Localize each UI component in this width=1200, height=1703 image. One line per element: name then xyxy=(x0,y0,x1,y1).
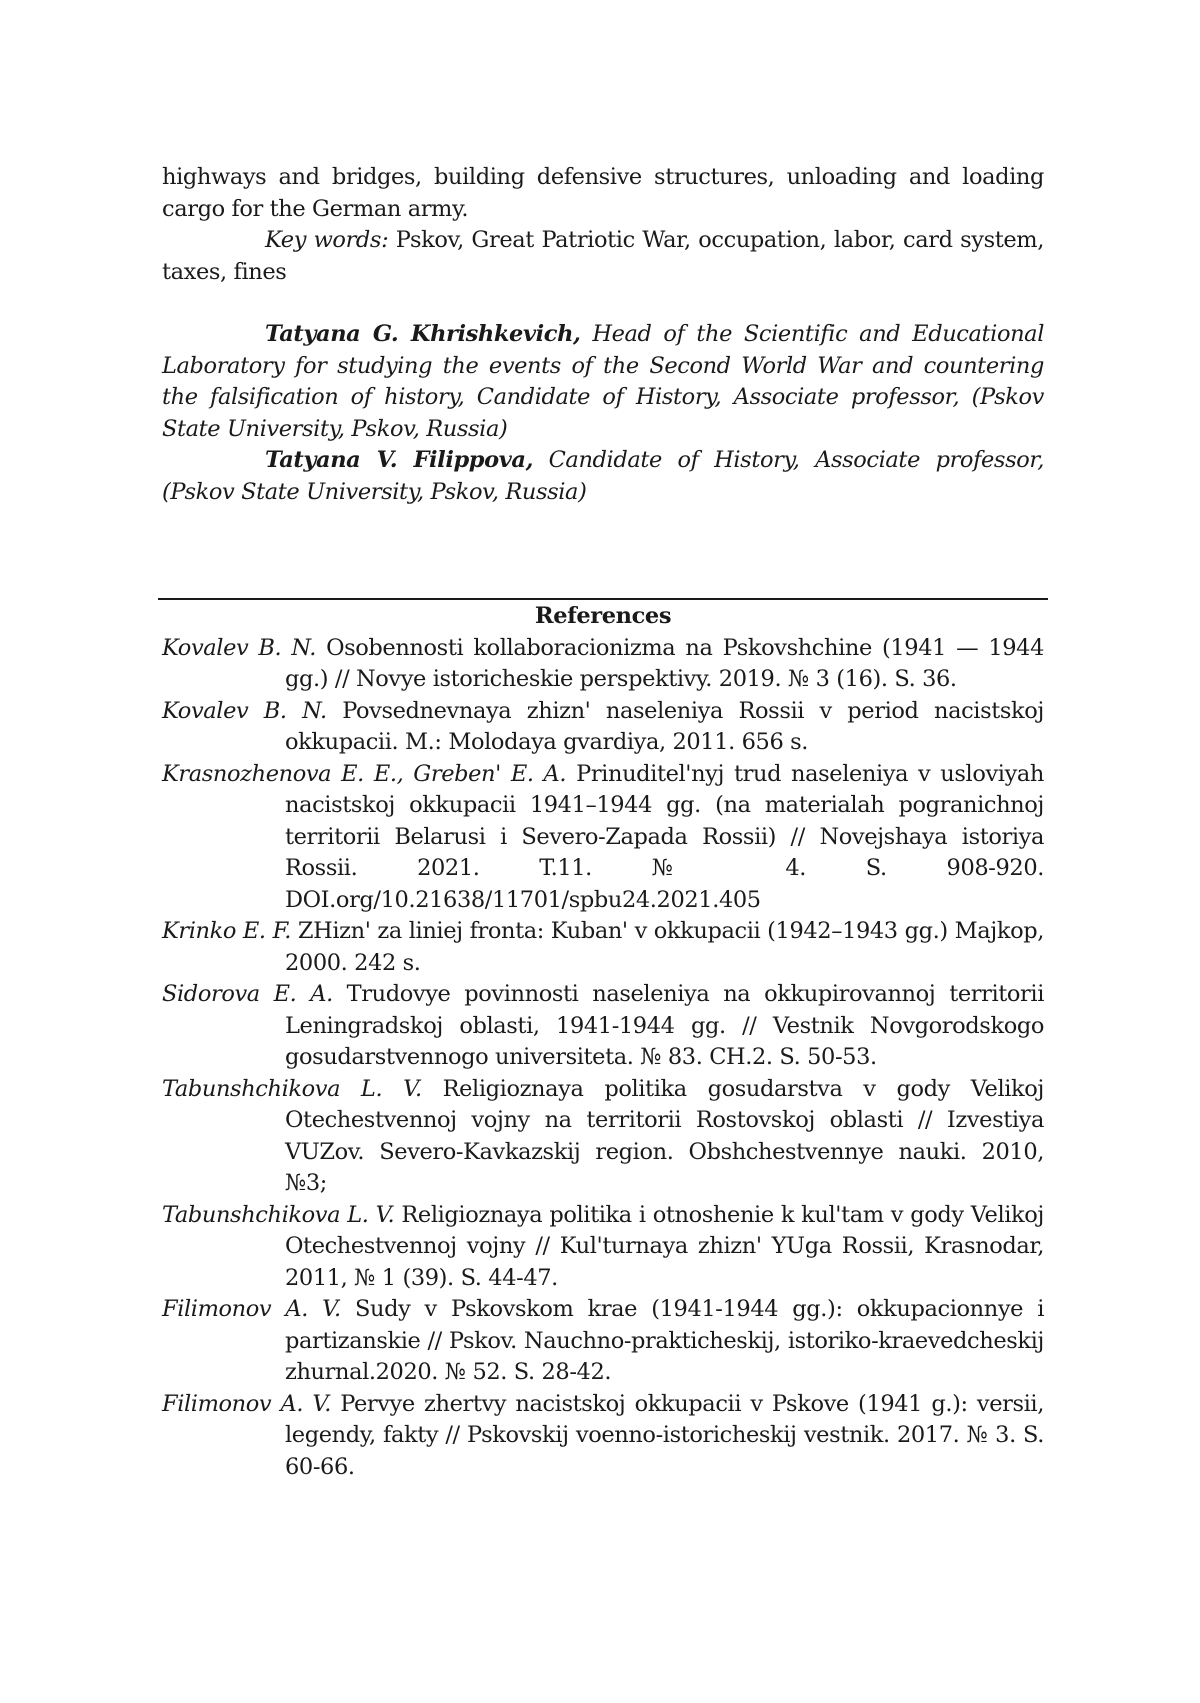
reference-author: Tabunshchikova L. V. xyxy=(162,1202,394,1228)
keywords-text: Pskov, Great Patriotic War, occupation, labor, card system, taxes, fines xyxy=(162,227,1044,285)
reference-item xyxy=(162,1389,1044,1484)
page-body xyxy=(162,162,1044,508)
reference-text: Religioznaya politika i otnoshenie k kul'tam v gody Velikoj Otechestvennoj vojny // Kul'turnaya zhizn' YUga Rossii, Krasnodar, 2011, № 1 (39). S. 44-47. xyxy=(285,1202,1044,1291)
reference-text: Pervye zhertvy nacistskoj okkupacii v Pskove (1941 g.): versii, legendy, fakty // Pskovskij voenno-istoricheskij vestnik. 2017. № 3. S. 60-66. xyxy=(285,1391,1044,1480)
author-affiliation: Candidate of History, Associate professor, (Pskov State University, Pskov, Russia) xyxy=(162,447,1044,505)
reference-author: Filimonov A. V. xyxy=(162,1296,341,1322)
author-entry xyxy=(162,445,1044,508)
abstract-tail xyxy=(162,162,1044,288)
reference-item xyxy=(162,696,1044,759)
references-divider xyxy=(158,598,1048,600)
author-entry xyxy=(162,319,1044,445)
reference-author: Krasnozhenova E. E., Greben' E. A. xyxy=(162,761,566,787)
reference-text: ZHizn' za liniej fronta: Kuban' v okkupacii (1942–1943 gg.) Majkop, 2000. 242 s. xyxy=(285,918,1044,976)
reference-author: Kovalev B. N. xyxy=(162,635,316,661)
reference-text: Sudy v Pskovskom krae (1941-1944 gg.): okkupacionnye i partizanskie // Pskov. Nauchno-prakticheskij, istoriko-kraevedcheskij zhurnal.2020. № 52. S. 28-42. xyxy=(285,1296,1044,1385)
references-list xyxy=(162,633,1044,1484)
reference-text: Religioznaya politika gosudarstva v gody Velikoj Otechestvennoj vojny na territorii Rostovskoj oblasti // Izvestiya VUZov. Severo-Kavkazskij region. Obshchestvennye nauki. 2010, №3; xyxy=(285,1076,1044,1197)
reference-item xyxy=(162,979,1044,1074)
reference-author: Filimonov A. V. xyxy=(162,1391,331,1417)
references-title: References xyxy=(162,601,1044,633)
reference-text: Trudovye povinnosti naseleniya na okkupirovannoj territorii Leningradskoj oblasti, 1941-1944 gg. // Vestnik Novgorodskogo gosudarstvennogo universiteta. № 83. CH.2. S. 50-53. xyxy=(285,981,1044,1070)
reference-item xyxy=(162,633,1044,696)
author-name: Tatyana G. Khrishkevich, xyxy=(265,321,581,347)
keywords xyxy=(162,225,1044,288)
reference-author: Kovalev B. N. xyxy=(162,698,327,724)
reference-author: Sidorova E. A. xyxy=(162,981,333,1007)
reference-item xyxy=(162,1294,1044,1389)
reference-item xyxy=(162,1074,1044,1200)
reference-item xyxy=(162,759,1044,917)
reference-item xyxy=(162,916,1044,979)
author-info xyxy=(162,319,1044,508)
reference-text: Osobennosti kollaboracionizma na Pskovshchine (1941 — 1944 gg.) // Novye istoricheskie perspektivy. 2019. № 3 (16). S. 36. xyxy=(285,635,1044,693)
reference-text: Povsednevnaya zhizn' naseleniya Rossii v period nacistskoj okkupacii. M.: Molodaya gvardiya, 2011. 656 s. xyxy=(285,698,1044,756)
abstract-continuation: highways and bridges, building defensive structures, unloading and loading cargo for the German army. xyxy=(162,162,1044,225)
keywords-label: Key words: xyxy=(265,227,388,253)
author-name: Tatyana V. Filippova, xyxy=(265,447,533,473)
reference-text: Prinuditel'nyj trud naseleniya v usloviyah nacistskoj okkupacii 1941–1944 gg. (na materialah pogranichnoj territorii Belarusi i Severo-Zapada Rossii) // Novejshaya istoriya Rossii. 2021. T.11. № 4. S. 908-920. DOI.org/10.21638/11701/spbu24.2021.405 xyxy=(285,761,1044,913)
reference-item xyxy=(162,1200,1044,1295)
reference-author: Tabunshchikova L. V. xyxy=(162,1076,422,1102)
author-affiliation: Head of the Scientific and Educational Laboratory for studying the events of the Second World War and countering the falsification of history, Candidate of History, Associate professor, (Pskov State University, Pskov, Russia) xyxy=(162,321,1044,442)
references-section xyxy=(162,601,1044,1483)
reference-author: Krinko E. F. xyxy=(162,918,291,944)
